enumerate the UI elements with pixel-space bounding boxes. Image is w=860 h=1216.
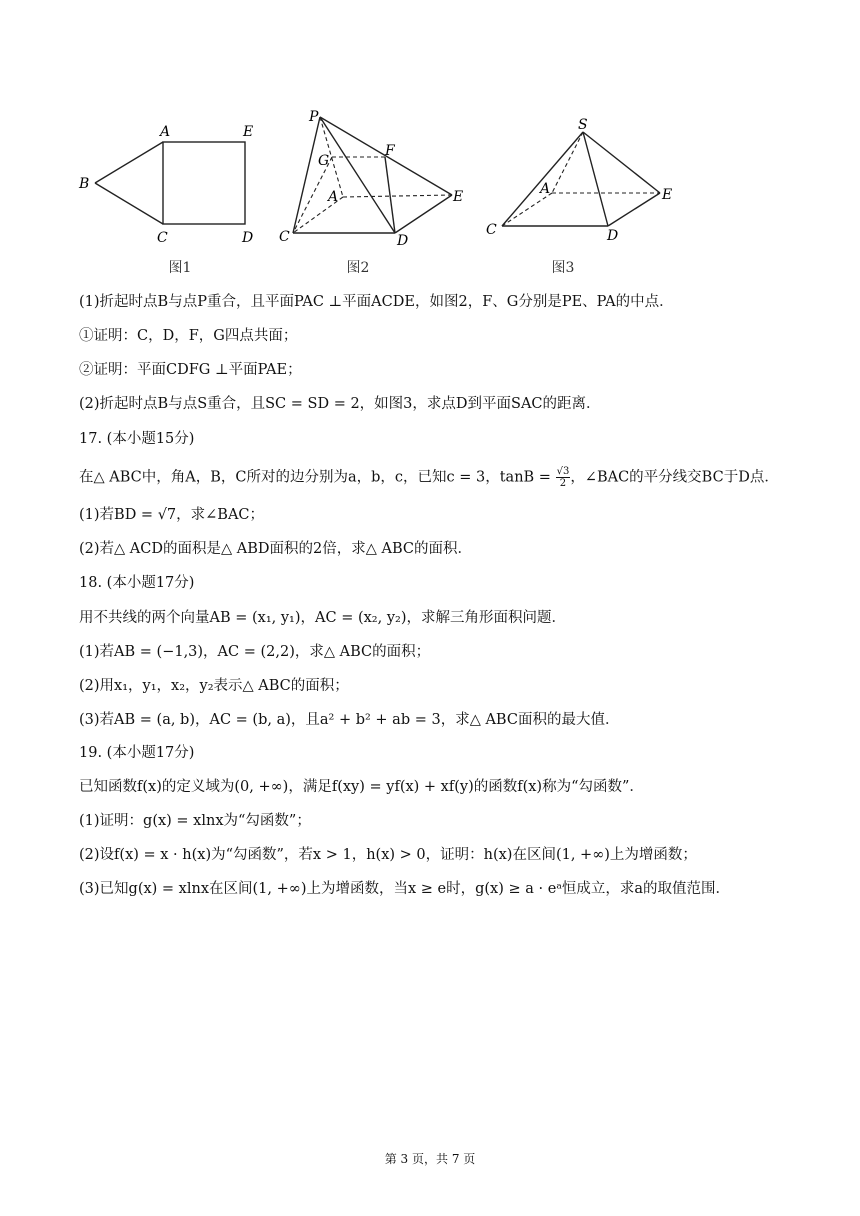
q17-fraction <box>556 466 571 489</box>
q18-part2: (2)用x₁，y₁，x₂，y₂表示△ ABC的面积； <box>79 678 349 694</box>
q16-part2: (2)折起时点B与点S重合，且SC = SD = 2，如图3，求点D到平面SAC的距离． <box>79 396 601 412</box>
fig3-label-s: S <box>578 117 588 133</box>
fig3-label-e: E <box>662 187 673 203</box>
q19-stem: 已知函数f(x)的定义域为(0, +∞)，满足f(xy) = yf(x) + xf(y)的函数f(x)称为“勾函数”． <box>79 779 644 795</box>
fig2-label-f: F <box>385 143 395 159</box>
q17-stem <box>79 466 779 489</box>
figure-2 <box>275 105 475 255</box>
fig3-label-c: C <box>486 222 497 238</box>
q19-part1: (1)证明：g(x) = xlnx为“勾函数”； <box>79 813 311 829</box>
figure-3 <box>480 110 680 260</box>
q18-part3: (3)若AB = (a, b)，AC = (b, a)，且a² + b² + ab = 3，求△ ABC面积的最大值． <box>79 712 620 728</box>
figure-1-caption: 图1 <box>168 260 192 276</box>
page-footer: 第 3 页，共 7 页 <box>384 1152 476 1166</box>
fig1-label-d: D <box>242 230 254 246</box>
fig1-label-c: C <box>157 230 168 246</box>
q19-part2: (2)设f(x) = x · h(x)为“勾函数”，若x > 1，h(x) > 0，证明：h(x)在区间(1, +∞)上为增函数； <box>79 847 697 863</box>
figure-3-caption: 图3 <box>551 260 575 276</box>
fig1-label-a: A <box>160 124 171 140</box>
q17-part1: (1)若BD = √7，求∠BAC； <box>79 507 265 523</box>
q16-part1-b: ②证明：平面CDFG ⊥平面PAE； <box>79 362 302 378</box>
figure-2-caption: 图2 <box>346 260 370 276</box>
q19-part3: (3)已知g(x) = xlnx在区间(1, +∞)上为增函数，当x ≥ e时，g(x) ≥ a · eᵃ恒成立，求a的取值范围． <box>79 881 731 897</box>
fig1-label-e: E <box>243 124 254 140</box>
q19-heading: 19. (本小题17分) <box>79 745 195 761</box>
q17-part2: (2)若△ ACD的面积是△ ABD面积的2倍，求△ ABC的面积． <box>79 541 472 557</box>
q17-heading: 17. (本小题15分) <box>79 431 195 447</box>
fig2-label-p: P <box>309 109 319 125</box>
fig1-label-b: B <box>79 176 90 192</box>
q17-frac-den: 2 <box>559 478 567 489</box>
fig2-label-c: C <box>279 229 290 245</box>
fig2-label-a: A <box>328 189 339 205</box>
q17-frac-num: √3 <box>556 466 570 477</box>
q18-part1: (1)若AB = (−1,3)，AC = (2,2)，求△ ABC的面积； <box>79 644 431 660</box>
q17-stem-b: ，∠BAC的平分线交BC于D点． <box>570 469 779 486</box>
q16-part1: (1)折起时点B与点P重合，且平面PAC ⊥平面ACDE，如图2，F、G分别是PE、PA的中点． <box>79 294 674 310</box>
fig2-label-g: G <box>318 153 330 169</box>
q17-stem-a: 在△ ABC中，角A，B，C所对的边分别为a，b，c，已知c = 3，tanB = <box>79 469 556 486</box>
figure-1 <box>75 118 265 278</box>
fig2-label-e: E <box>453 189 464 205</box>
q18-stem: 用不共线的两个向量AB = (x₁, y₁)，AC = (x₂, y₂)，求解三角形面积问题． <box>79 610 566 626</box>
fig3-label-d: D <box>607 228 619 244</box>
q18-heading: 18. (本小题17分) <box>79 575 195 591</box>
fig2-label-d: D <box>397 233 409 249</box>
fig3-label-a: A <box>540 181 551 197</box>
q16-part1-a: ①证明：C，D，F，G四点共面； <box>79 328 298 344</box>
